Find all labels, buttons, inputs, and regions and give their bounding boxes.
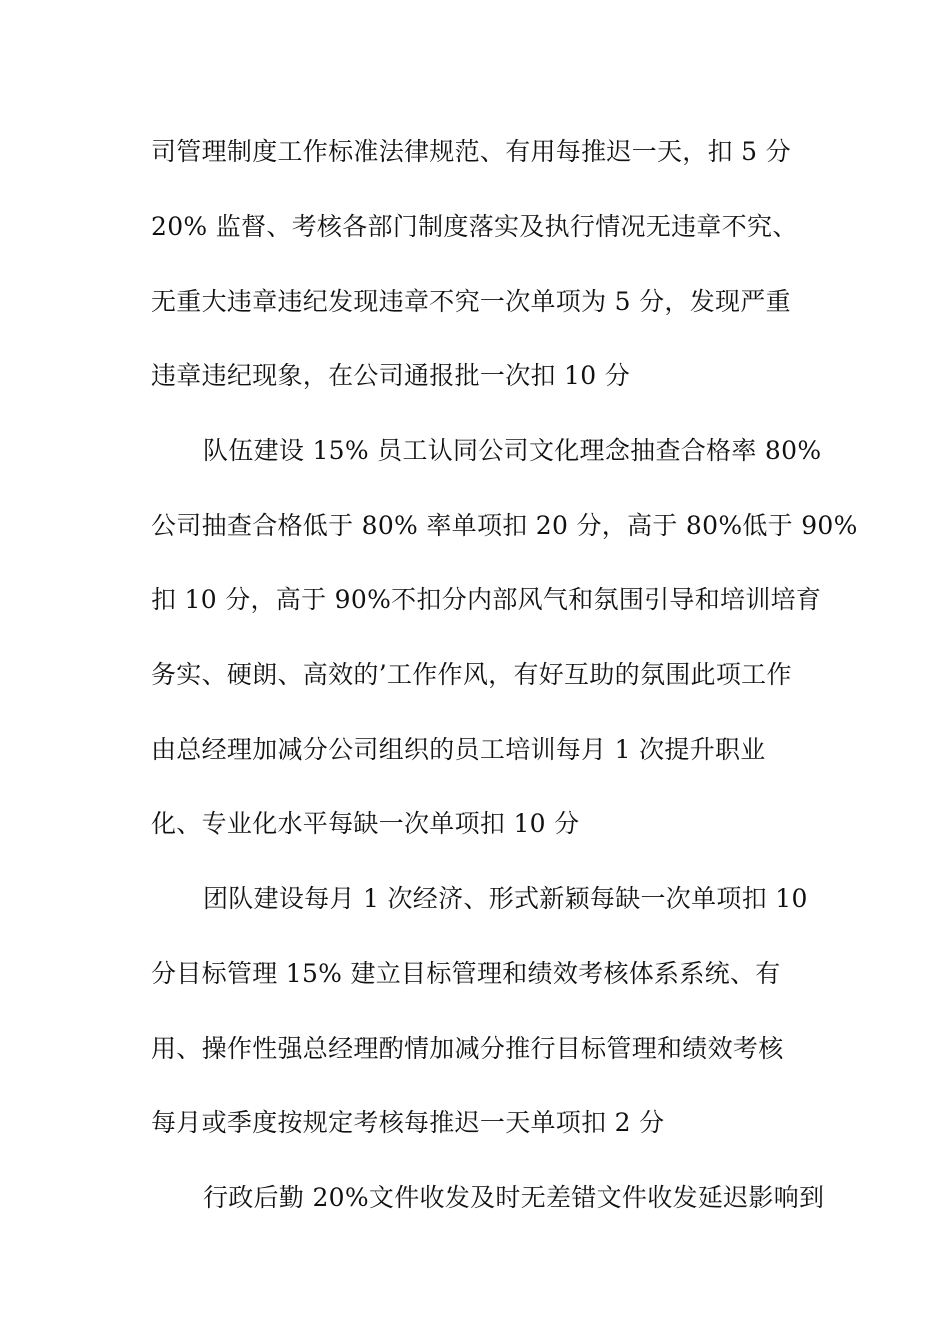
text-line: 公司抽查合格低于 80% 率单项扣 20 分，高于 80%低于 90%	[151, 511, 858, 540]
text-line: 每月或季度按规定考核每推迟一天单项扣 2 分	[151, 1108, 665, 1137]
text-line: 司管理制度工作标准法律规范、有用每推迟一天，扣 5 分	[151, 137, 791, 166]
paragraph-start-line: 行政后勤 20%文件收发及时无差错文件收发延迟影响到	[203, 1183, 825, 1212]
paragraph-start-line: 团队建设每月 1 次经济、形式新颖每缺一次单项扣 10	[203, 884, 808, 913]
paragraph-start-line: 队伍建设 15% 员工认同公司文化理念抽查合格率 80%	[203, 436, 822, 465]
text-line: 用、操作性强总经理酌情加减分推行目标管理和绩效考核	[151, 1034, 784, 1063]
text-line: 违章违纪现象，在公司通报批一次扣 10 分	[151, 361, 631, 390]
text-line: 扣 10 分，高于 90%不扣分内部风气和氛围引导和培训培育	[151, 585, 822, 614]
text-line: 20% 监督、考核各部门制度落实及执行情况无违章不究、	[151, 212, 798, 241]
text-line: 化、专业化水平每缺一次单项扣 10 分	[151, 809, 580, 838]
text-line: 分目标管理 15% 建立目标管理和绩效考核体系系统、有	[151, 959, 781, 988]
text-line: 务实、硬朗、高效的’工作作风，有好互助的氛围此项工作	[151, 660, 792, 689]
text-line: 无重大违章违纪发现违章不究一次单项为 5 分，发现严重	[151, 287, 791, 316]
text-line: 由总经理加减分公司组织的员工培训每月 1 次提升职业	[151, 735, 766, 764]
